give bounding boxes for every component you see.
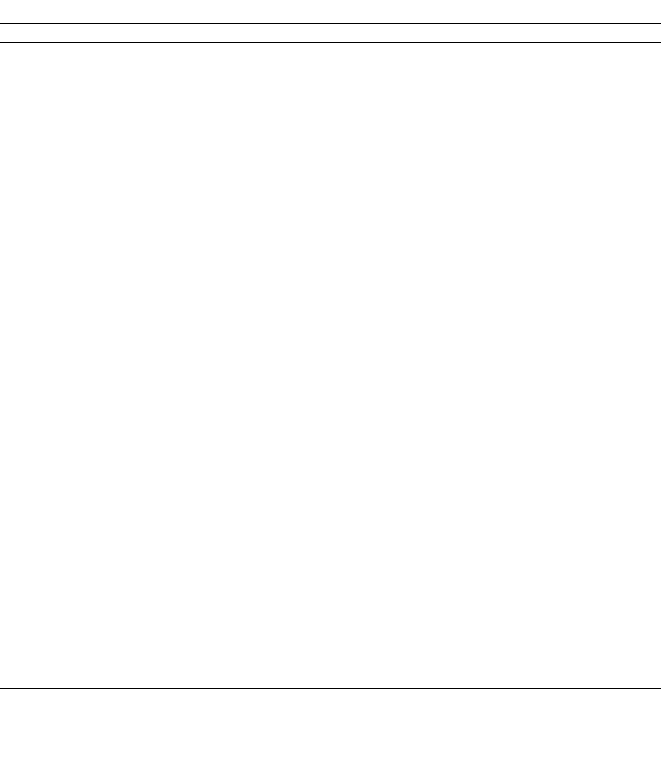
tissue-source-cell [2,43,172,62]
cell-line [2,196,172,215]
cell-line [316,253,492,272]
cell-line [496,138,661,157]
tissue-source-cell [2,520,172,539]
table-row [0,387,661,463]
cell-line [178,425,312,444]
tissue-source-cell [2,196,172,215]
malignant-cell [496,196,661,215]
cell-line [496,520,661,539]
cell-line [2,43,172,62]
cell-line [178,234,312,253]
cell-line [496,349,661,368]
tissue-source-cell [2,253,172,272]
table-row [0,100,661,196]
header-malignant [492,24,661,42]
table-row [0,540,661,559]
cell-line [2,291,172,310]
cell-line [2,387,172,406]
cell-line [496,368,661,387]
tissue-source-cell [2,100,172,119]
cell-line [178,463,312,482]
benign-cell [178,387,312,463]
cell-line [2,559,172,578]
table-header [0,24,661,42]
cell-line [178,119,312,138]
cell-line [496,119,661,138]
cell-line [496,329,661,348]
malignant-cell [496,387,661,425]
cell-line [496,81,661,100]
table-row [0,253,661,291]
cell-line [178,387,312,406]
cell-line [2,540,172,559]
cell-line [496,578,661,597]
malignant-cell [496,43,661,100]
table-row [0,43,661,100]
table-row [0,196,661,253]
benign-cell [178,616,312,635]
malignant-cell [496,616,661,635]
tissue-source-cell [2,387,172,406]
cell-line [496,559,661,578]
intermediate-cell [316,387,492,425]
malignant-cell [496,520,661,539]
cell-line [178,272,312,291]
cell-line [178,616,312,635]
malignant-cell [496,253,661,291]
cell-line [2,520,172,539]
cell-line [2,635,172,654]
cell-line [496,310,661,329]
cell-line [496,291,661,310]
cell-line [178,406,312,425]
bottom-rule [0,688,661,689]
cell-line [496,540,661,559]
table-row [0,616,661,635]
cell-line [496,272,661,291]
tissue-source-cell [2,616,172,635]
tissue-source-cell [2,463,172,482]
tissue-source-cell [2,540,172,559]
cell-line [2,100,172,119]
intermediate-cell [316,253,492,272]
cell-line [178,520,312,539]
header-benign [172,24,312,42]
table-body [0,43,661,692]
cell-line [178,196,312,215]
cell-line [2,463,172,482]
cell-line [496,177,661,196]
cell-line [496,387,661,406]
benign-cell [178,196,312,253]
cell-line [178,62,312,81]
malignant-cell [496,540,661,559]
malignant-cell [496,635,661,692]
intermediate-cell [316,100,492,119]
cell-line [496,43,661,62]
table-row [0,291,661,387]
cell-line [178,253,312,272]
cell-line [178,138,312,157]
table-title [0,3,661,21]
cell-line [496,62,661,81]
benign-cell [178,100,312,176]
table-row [0,463,661,520]
benign-cell [178,463,312,520]
cell-line [496,196,661,215]
cell-line [178,158,312,177]
tissue-source-cell [2,635,172,654]
cell-line [496,100,661,119]
malignant-cell [496,291,661,386]
cell-line [496,597,661,616]
cell-line [178,43,312,62]
cell-line [178,501,312,520]
cell-line [316,387,492,406]
cell-line [496,158,661,177]
table-row [0,635,661,692]
malignant-cell [496,100,661,195]
header-intermediate [312,24,492,42]
cell-line [316,406,492,425]
cell-line [496,463,661,482]
cell-line [316,100,492,119]
cell-line [496,654,661,673]
cell-line [496,673,661,692]
cell-line [2,253,172,272]
cell-line [178,215,312,234]
cell-line [496,616,661,635]
tissue-source-cell [2,291,172,310]
malignant-cell [496,463,661,482]
benign-cell [178,520,312,539]
cell-line [178,444,312,463]
table-row [0,559,661,616]
footnotes [0,692,661,698]
table-row [0,520,661,539]
cell-line [2,616,172,635]
cell-line [496,635,661,654]
benign-cell [178,43,312,100]
cell-line [178,81,312,100]
benign-cell [178,253,312,291]
cell-line [178,100,312,119]
tissue-source-cell [2,559,172,578]
cell-line [496,253,661,272]
cell-line [496,406,661,425]
malignant-cell [496,559,661,616]
header-tissue-source [0,24,172,42]
cell-line [178,482,312,501]
